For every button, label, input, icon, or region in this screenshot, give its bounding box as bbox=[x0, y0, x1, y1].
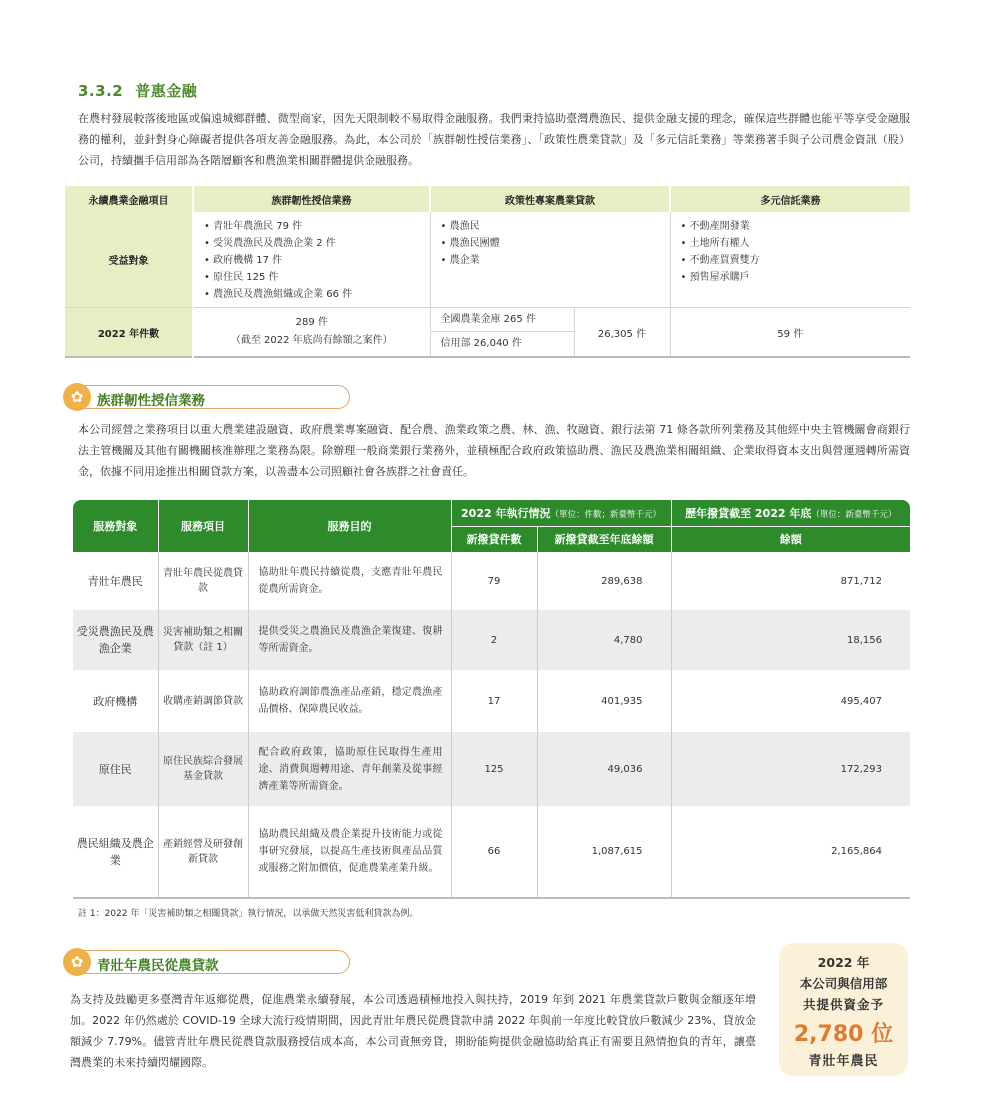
table-footnote: 註 1：2022 年「災害補助類之相關貸款」執行情況，以承做天然災害低利貸款為例。 bbox=[78, 909, 419, 919]
section-title: 3.3.2 普惠金融 bbox=[78, 82, 198, 100]
t1-count-col3: 59 件 bbox=[670, 308, 910, 358]
t1-count-col1: 289 件 （截至 2022 年底尚有餘額之案件） bbox=[193, 308, 430, 358]
list-item: • 預售屋承購戶 bbox=[681, 269, 911, 286]
t1-beneficiaries-col1 bbox=[193, 212, 430, 308]
list-item: • 原住民 125 件 bbox=[204, 269, 430, 286]
t1-row-label: 2022 年件數 bbox=[65, 308, 193, 358]
th-hist: 歷年撥貸截至 2022 年底（單位：新臺幣千元） bbox=[671, 500, 910, 526]
list-item: • 受災農漁民及農漁企業 2 件 bbox=[204, 235, 430, 252]
list-item: • 農漁民團體 bbox=[441, 235, 670, 252]
t1-header: 政策性專案農業貸款 bbox=[430, 186, 670, 212]
list-item: • 土地所有權人 bbox=[681, 235, 911, 252]
table-row: 政府機構 收購產銷調節貸款 協助政府調節農漁產品產銷，穩定農漁產品價格、保障農民收益。 17 401,935 495,407 bbox=[73, 670, 910, 732]
highlight-value: 2,780 位 bbox=[793, 1022, 894, 1047]
t1-count-col2: 全國農業金庫 265 件 信用部 26,040 件 26,305 件 bbox=[430, 308, 670, 358]
t1-header: 永續農業金融項目 bbox=[65, 186, 193, 212]
section-banner: ✿ 族群韌性授信業務 bbox=[64, 385, 350, 409]
wheat-icon: ✿ bbox=[63, 383, 91, 411]
list-item: • 不動產買賣雙方 bbox=[681, 252, 911, 269]
list-item: • 農企業 bbox=[441, 252, 670, 269]
th-item: 服務項目 bbox=[158, 500, 248, 552]
list-item: • 不動產開發業 bbox=[681, 218, 911, 235]
t1-beneficiaries-col2 bbox=[430, 212, 670, 308]
business-paragraph: 本公司經營之業務項目以重大農業建設融資、政府農業專案融資、配合農、漁業政策之農、林、漁、牧融資、銀行法第 71 條各款所列業務及其他經中央主管機關會商銀行法主管機關及其他有關機關核准辦理之業務為限。除辦理一般商業銀行業務外，並積極配合政府政策協助農、漁民及農漁業相關組織、企業取得資本支出與營運週轉所需資金，依據不同用途推出相關貸款方案，以善盡本公司照顧社會各族群之社會責任。 bbox=[78, 423, 910, 478]
table-row: 農民組織及農企業 產銷經營及研發創新貸款 協助農民組織及農企業提升技術能力或從事研究發展，以提高生產技術與產品品質或服務之附加價值，促進農業產業升級。 66 1,087,615 2,165,864 bbox=[73, 806, 910, 898]
loan-table bbox=[73, 500, 910, 899]
section-banner: ✿ 青壯年農民從農貸款 bbox=[64, 950, 350, 974]
th-new-count: 新撥貸件數 bbox=[451, 526, 537, 552]
table-row: 原住民 原住民族綜合發展基金貸款 配合政府政策，協助原住民取得生產用途、消費與週轉用途、青年創業及從事經濟產業等所需資金。 125 49,036 172,293 bbox=[73, 732, 910, 806]
t1-header: 多元信託業務 bbox=[670, 186, 910, 212]
t1-header: 族群韌性授信業務 bbox=[193, 186, 430, 212]
list-item: • 農漁民 bbox=[441, 218, 670, 235]
th-target: 服務對象 bbox=[73, 500, 158, 552]
youth-loan-paragraph: 為支持及鼓勵更多臺灣青年返鄉從農，促進農業永續發展，本公司透過積極地投入與扶持，2019 年到 2021 年農業貸款戶數與金額逐年增加。2022 年仍然處於 COVID-19 全球大流行疫情期間，因此青壯年農民從農貸款申請 2022 年與前一年度比較貸放戶數減少 23%、貸放金額減少 7.79%。儘管青壯年農民從農貸款服務授信成本高，本公司責無旁貸，期盼能夠提供金融協助給真正有需要且熱情抱負的青年，讓臺灣農業的未來持續閃耀國際。 bbox=[70, 993, 756, 1069]
th-remaining: 餘額 bbox=[671, 526, 910, 552]
summary-table bbox=[65, 186, 910, 358]
intro-paragraph: 在農村發展較落後地區或偏遠城鄉群體、微型商家，因先天限制較不易取得金融服務。我們秉持協助臺灣農漁民、提供金融支援的理念，確保這些群體也能平等享受金融服務的權利，並針對身心障礙者提供各項友善金融服務。為此，本公司於「族群韌性授信業務」、「政策性農業貸款」及「多元信託業務」等業務著手與子公司農金資訊（股）公司，持續攜手信用部為各階層顧客和農漁業相關群體提供金融服務。 bbox=[78, 112, 910, 167]
list-item: • 農漁民及農漁組織或企業 66 件 bbox=[204, 286, 430, 303]
t1-beneficiaries-col3 bbox=[670, 212, 910, 308]
th-new-balance: 新撥貸截至年底餘額 bbox=[537, 526, 671, 552]
th-purpose: 服務目的 bbox=[248, 500, 451, 552]
table-row: 受災農漁民及農漁企業 災害補助類之相關貸款（註 1） 提供受災之農漁民及農漁企業復建、復耕等所需資金。 2 4,780 18,156 bbox=[73, 610, 910, 670]
list-item: • 政府機構 17 件 bbox=[204, 252, 430, 269]
th-exec: 2022 年執行情況（單位：件數；新臺幣千元） bbox=[451, 500, 671, 526]
table-row: 青壯年農民 青壯年農民從農貸款 協助壯年農民持續從農，支應青壯年農民從農所需資金。 79 289,638 871,712 bbox=[73, 552, 910, 610]
list-item: • 青壯年農漁民 79 件 bbox=[204, 218, 430, 235]
wheat-icon: ✿ bbox=[63, 948, 91, 976]
highlight-callout: 2022 年 本公司與信用部 共提供資金予 2,780 位 青壯年農民 bbox=[779, 943, 908, 1076]
t1-row-label: 受益對象 bbox=[65, 212, 193, 308]
